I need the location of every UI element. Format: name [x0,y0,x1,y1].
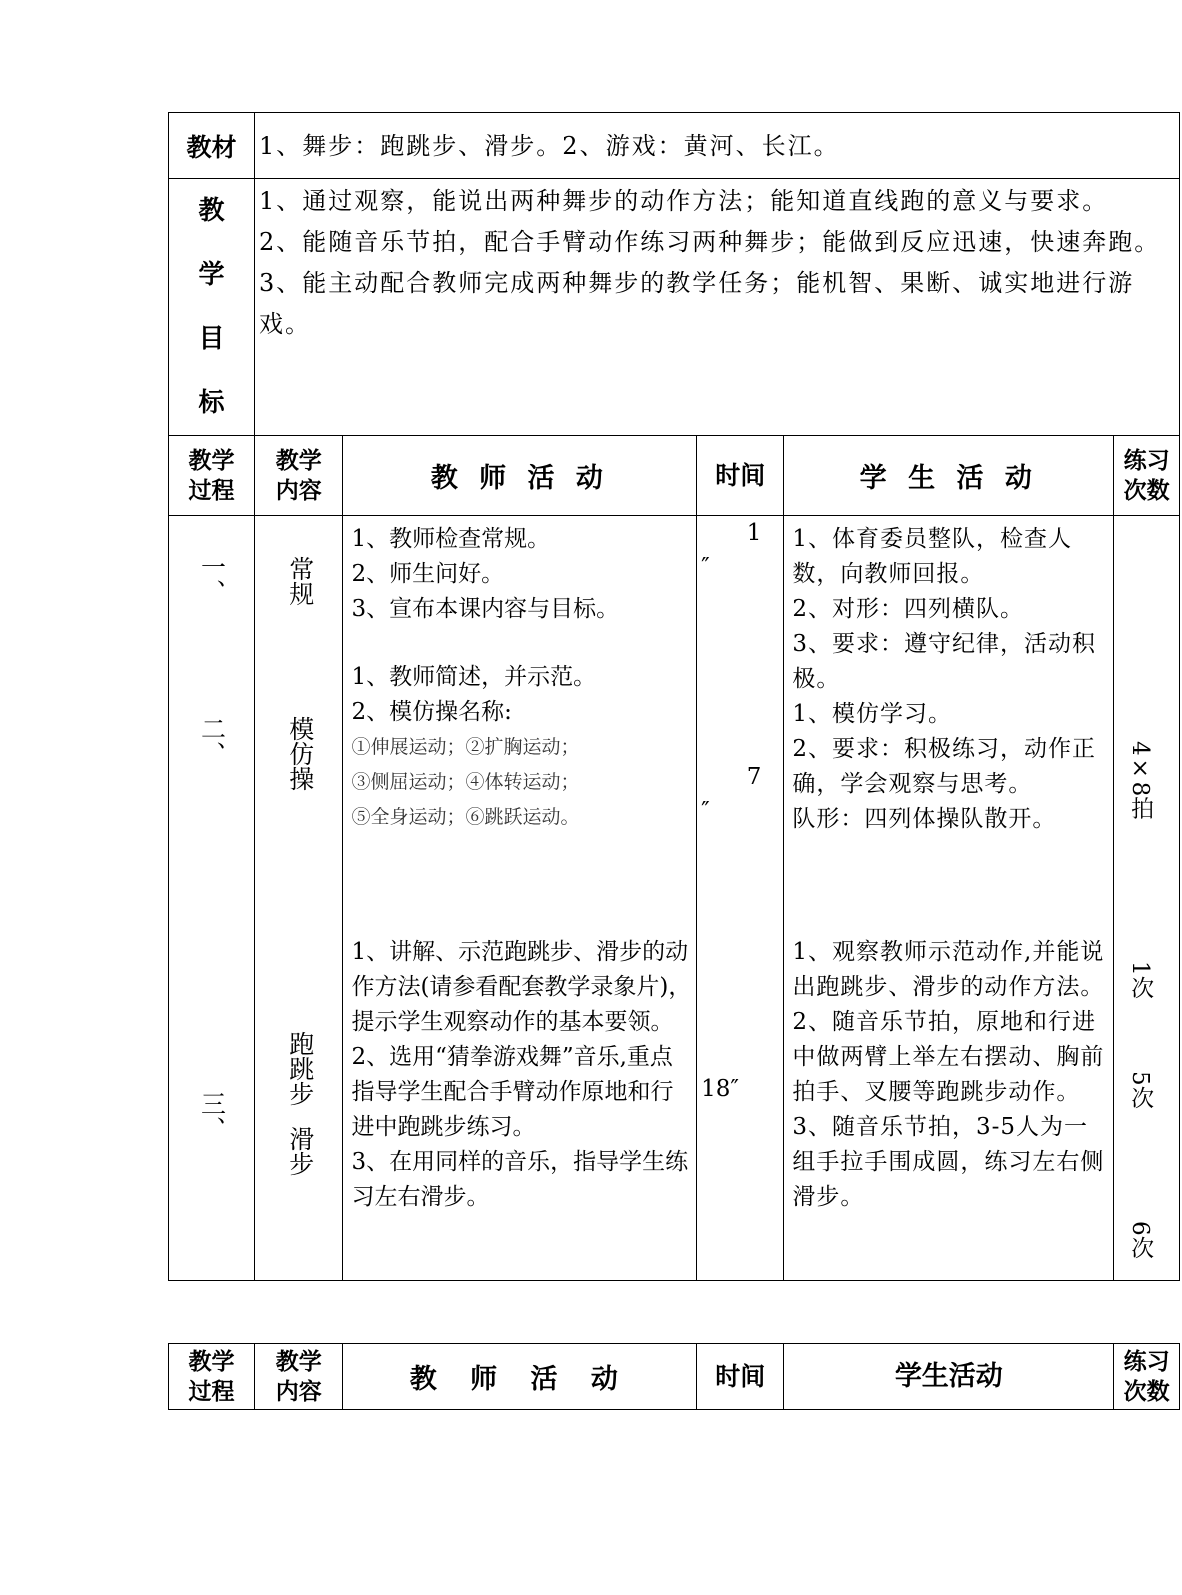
time-dance-steps: 18″ [701,1076,740,1102]
header-teacher: 教 师 活 动 [343,436,697,516]
table2-header-content: 教学 内容 [255,1344,343,1410]
materials-content-cell [255,113,1180,179]
time-imitation-unit: ″ [701,798,710,824]
stage-2: 二、 [197,716,227,766]
teacher-dance-steps: 1、讲解、示范跑跳步、滑步的动作方法(请参看配套教学录象片)，提示学生观察动作的基本要领。 2、选用“猜拳游戏舞”音乐,重点指导学生配合手臂动作原地和行进中跑跳步练习。 3、在用同样的音乐，指导学生练习左右滑步。 [351,939,692,1210]
reps-imitation: 4×8拍 [1127,741,1154,820]
student-imitation: 1、模仿学习。 2、要求：积极练习，动作正确，学会观察与思考。 队形：四列体操队散开。 [792,701,1097,832]
table2-header-row [169,1344,1180,1410]
time-routine-unit: ″ [701,554,710,580]
time-column [697,516,784,1281]
objectives-label [169,179,255,436]
stage-3: 三、 [197,1091,227,1141]
student-column [784,516,1114,1281]
header-time: 时间 [697,436,784,516]
table-body-row [169,516,1180,1281]
objectives-label-char: 标 [198,388,225,418]
stage-column [169,516,255,1281]
teacher-routine: 1、教师检查常规。 2、师生问好。 3、宣布本课内容与目标。 [351,526,620,622]
student-dance-steps: 1、观察教师示范动作,并能说出跑跳步、滑步的动作方法。 2、随音乐节拍，原地和行进中做两臂上举左右摆动、胸前拍手、叉腰等跑跳步动作。 3、随音乐节拍，3-5人为一组手拉手围成圆，练习左右侧滑步。 [792,939,1105,1210]
reps-slide-step: 6次 [1127,1221,1154,1259]
content-column [255,516,343,1281]
lesson-plan-table [168,112,1180,1281]
header-content: 教学 内容 [255,436,343,516]
table2-header-teacher: 教 师 活 动 [343,1344,697,1410]
content-skip-step: 跑跳步 [285,1031,315,1106]
objectives-label-char: 目 [198,324,225,354]
header-reps: 练习 次数 [1114,436,1180,516]
content-routine: 常规 [285,556,315,606]
header-student: 学 生 活 动 [784,436,1114,516]
table2-header-process: 教学 过程 [169,1344,255,1410]
materials-label: 教材 [169,113,255,179]
stage-1: 一、 [197,554,227,604]
reps-column [1114,516,1180,1281]
student-routine: 1、体育委员整队，检查人数，向教师回报。 2、对形：四列横队。 3、要求：遵守纪律，活动积极。 [792,526,1097,692]
teacher-column [343,516,697,1281]
reps-skip-step-2: 5次 [1127,1071,1154,1109]
table-header-row [169,436,1180,516]
table2-header-time: 时间 [697,1344,784,1410]
teacher-imitation: 1、教师简述，并示范。 2、模仿操名称: ①伸展运动；②扩胸运动； ③侧屈运动；④体转运动； ⑤全身运动；⑥跳跃运动。 [351,664,597,828]
objectives-label-char: 学 [198,260,225,290]
time-routine: 1 [746,520,762,546]
materials-content: 1、舞步：跑跳步、滑步。2、游戏：黄河、长江。 [259,131,840,160]
header-process: 教学 过程 [169,436,255,516]
reps-skip-step-1: 1次 [1127,961,1154,999]
objective-item: 2、能随音乐节拍，配合手臂动作练习两种舞步；能做到反应迅速，快速奔跑。 [259,228,1161,256]
objectives-label-char: 教 [198,196,225,226]
objective-item: 3、能主动配合教师完成两种舞步的教学任务；能机智、果断、诚实地进行游戏。 [259,269,1135,338]
content-imitation: 模仿操 [285,716,315,791]
time-imitation: 7 [746,764,762,790]
table2-header-student: 学生活动 [784,1344,1114,1410]
lesson-plan-table-continued [168,1343,1180,1410]
objectives-content [255,179,1180,436]
objective-item: 1、通过观察，能说出两种舞步的动作方法；能知道直线跑的意义与要求。 [259,187,1109,215]
table2-header-reps: 练习 次数 [1114,1344,1180,1410]
content-slide-step: 滑步 [285,1126,315,1176]
